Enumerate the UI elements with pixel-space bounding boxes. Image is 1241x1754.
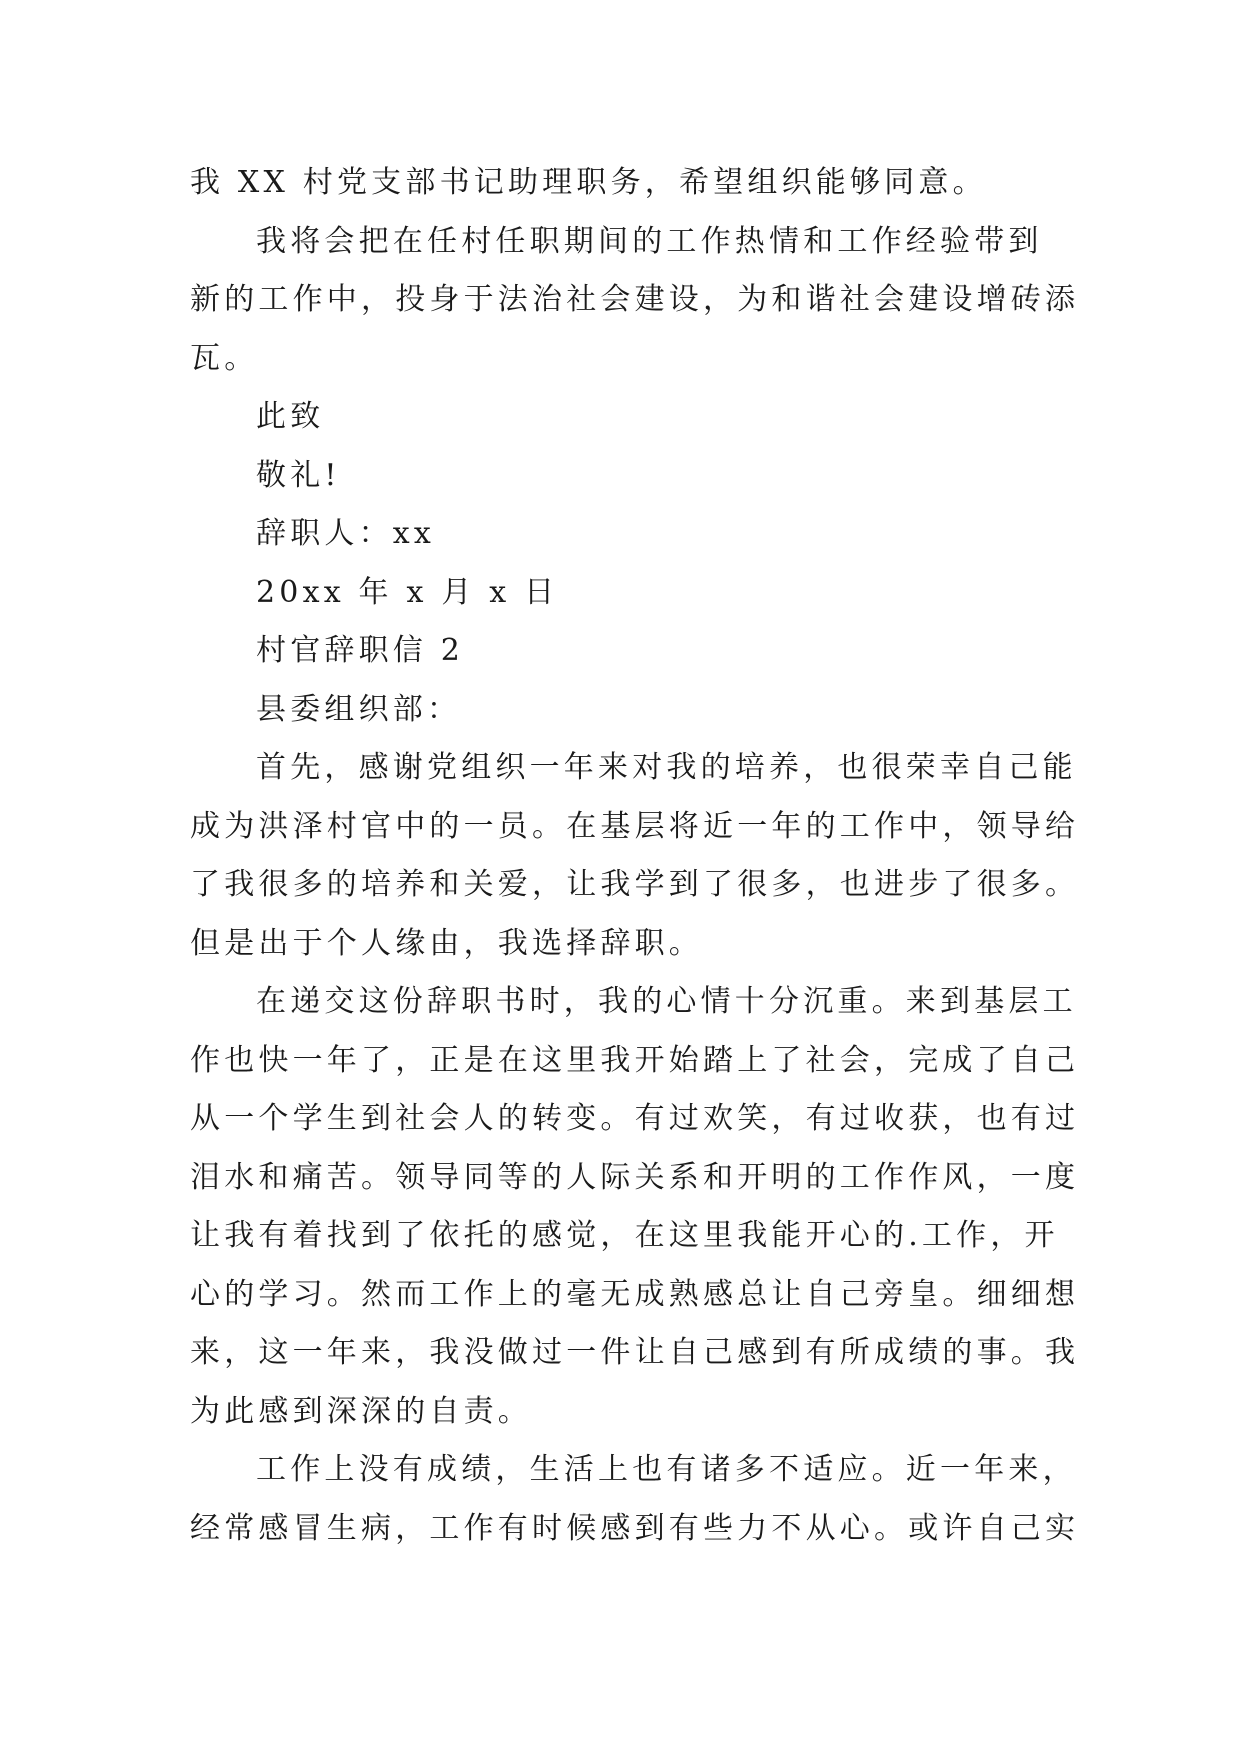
closing-regards: 敬礼! — [256, 457, 341, 493]
section-title: 村官辞职信 2 — [256, 633, 465, 668]
text-line: 作也快一年了，正是在这里我开始踏上了社会，完成了自己 — [190, 1042, 1080, 1078]
text-line: 为此感到深深的自责。 — [190, 1393, 532, 1429]
text-line: 我将会把在任村任职期间的工作热情和工作经验带到 — [256, 223, 1043, 259]
text-line: 瓦。 — [190, 340, 259, 376]
text-line: 心的学习。然而工作上的毫无成熟感总让自己旁皇。细细想 — [190, 1276, 1080, 1312]
letter-body — [190, 154, 1080, 1558]
closing-salutation: 此致 — [256, 399, 325, 434]
text-line: 工作上没有成绩，生活上也有诸多不适应。近一年来， — [256, 1452, 1077, 1487]
text-line: 新的工作中，投身于法治社会建设，为和谐社会建设增砖添 — [190, 282, 1080, 317]
text-line: 成为洪泽村官中的一员。在基层将近一年的工作中，领导给 — [190, 808, 1080, 844]
recipient-line: 县委组织部： — [256, 691, 462, 727]
text-line: 泪水和痛苦。领导同等的人际关系和开明的工作作风，一度 — [190, 1159, 1080, 1195]
text-line: 了我很多的培养和关爱，让我学到了很多，也进步了很多。 — [190, 867, 1080, 902]
date-line: 20xx 年 x 月 x 日 — [256, 574, 559, 610]
text-line: 经常感冒生病，工作有时候感到有些力不从心。或许自己实 — [190, 1510, 1080, 1546]
text-line: 让我有着找到了依托的感觉，在这里我能开心的.工作，开 — [190, 1218, 1059, 1253]
signature-line: 辞职人：xx — [256, 516, 436, 551]
text-line: 我 XX 村党支部书记助理职务，希望组织能够同意。 — [190, 165, 987, 200]
text-line: 来，这一年来，我没做过一件让自己感到有所成绩的事。我 — [190, 1335, 1080, 1370]
text-line: 但是出于个人缘由，我选择辞职。 — [190, 925, 703, 961]
text-line: 首先，感谢党组织一年来对我的培养，也很荣幸自己能 — [256, 750, 1077, 785]
text-line: 在递交这份辞职书时，我的心情十分沉重。来到基层工 — [256, 984, 1077, 1019]
text-line: 从一个学生到社会人的转变。有过欢笑，有过收获，也有过 — [190, 1101, 1080, 1136]
